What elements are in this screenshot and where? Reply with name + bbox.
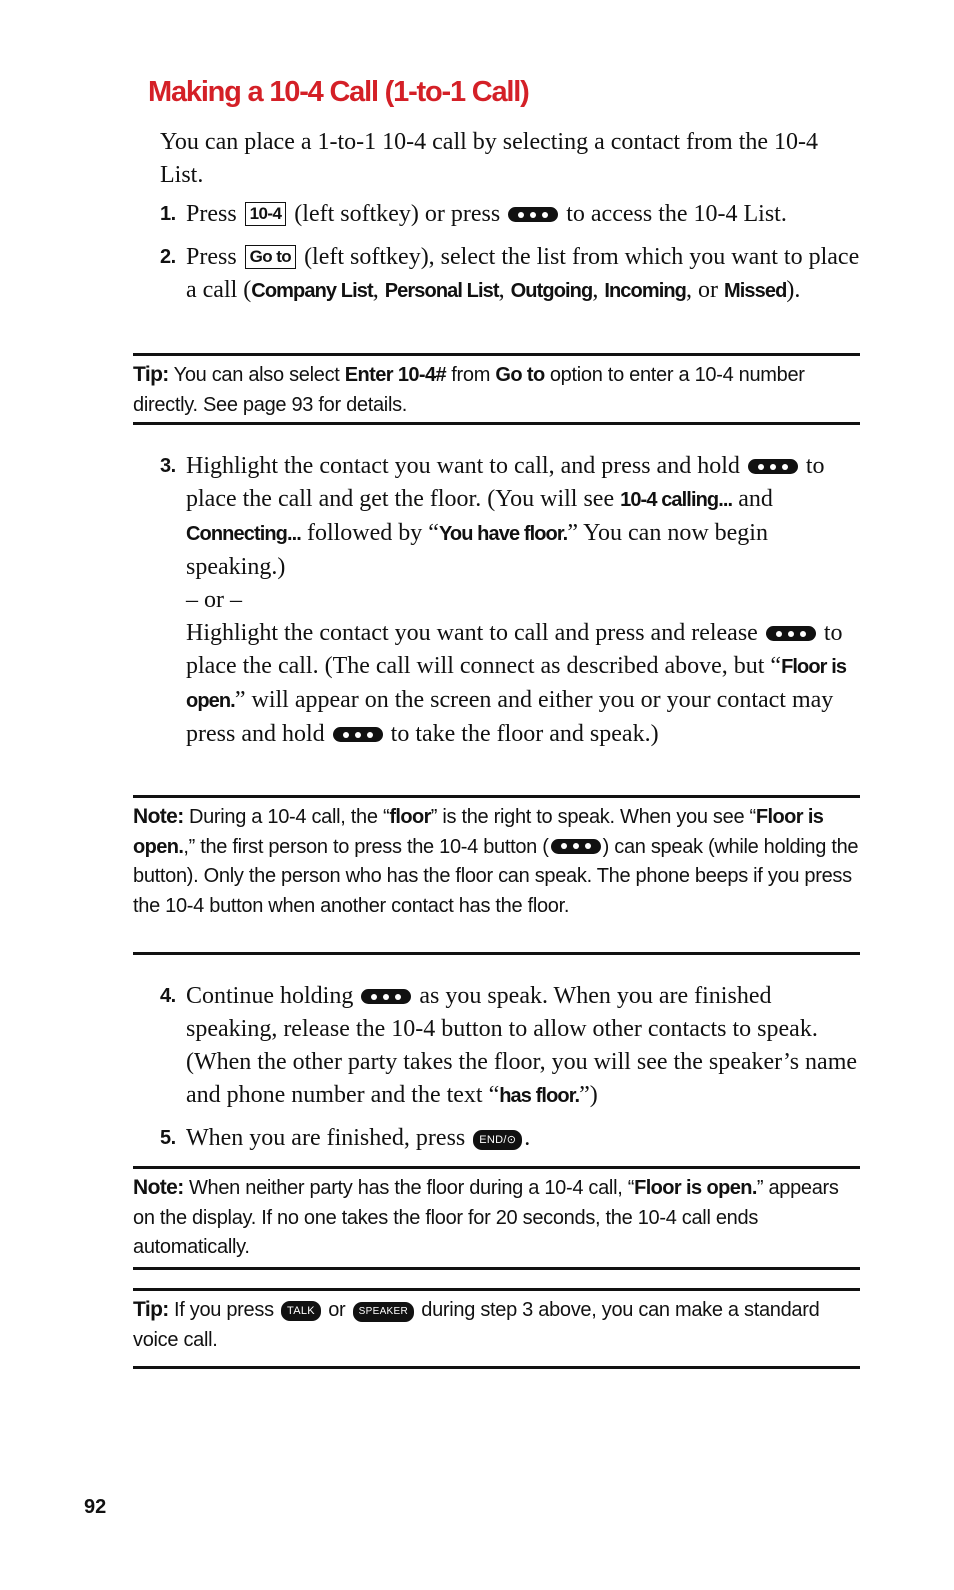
step-number: 4. [160,985,176,1007]
note-label: Note: [133,1176,184,1199]
three-dot-ptt-key-icon [748,459,798,474]
option-personal-list: Personal List [384,280,499,302]
tip-text: from [451,364,491,386]
screen-msg-calling: 10-4 calling... [620,489,733,511]
tip-text: or [328,1299,346,1321]
note-text: When neither party has the floor during a 10-4 call, “ [188,1177,635,1199]
step-text: Press [186,201,237,227]
separator: , [372,277,385,303]
tip-box-1 [133,353,860,425]
tip-label: Tip: [133,363,169,386]
step-text: and [738,486,773,512]
screen-msg-has-floor: has floor. [499,1085,580,1107]
screen-msg-floor-open: Floor is open. [133,806,824,858]
note-text: ” appears on the display. If no one takes the floor for 20 seconds, the 10-4 call ends automatically. [133,1177,839,1258]
separator: , [498,277,511,303]
option-company-list: Company List [251,280,373,302]
menu-enter-10-4: Enter 10-4# [344,364,447,386]
option-missed: Missed [724,280,787,302]
step-text: ” You can now begin speaking.) [186,520,768,580]
tip-box-2 [133,1288,860,1369]
talk-key-icon: TALK [281,1301,321,1321]
step-number: 1. [160,203,176,225]
term-floor: floor [389,806,431,828]
tip-text: You can also select [173,364,340,386]
note-text: ” is the right to speak. When you see “ [430,806,756,828]
step-text: as you speak. When you are finished speaking, release the 10-4 button to allow other contacts to speak. (When the other party takes the floor, you will see the speaker’s name and phone number and the text “ [186,983,858,1108]
step-3 [160,450,860,751]
three-dot-ptt-key-icon [508,207,558,222]
three-dot-ptt-key-icon [551,839,601,854]
or-separator: – or – [186,587,242,613]
separator: , [592,277,605,303]
note-box-2 [133,1166,860,1270]
step-5 [160,1122,860,1155]
step-text: . [524,1125,531,1151]
softkey-10-4: 10-4 [245,202,287,226]
note-text: During a 10-4 call, the “ [188,806,390,828]
menu-go-to: Go to [495,364,545,386]
section-title: Making a 10-4 Call (1-to-1 Call) [148,76,529,108]
separator: , or [686,277,724,303]
three-dot-ptt-key-icon [333,727,383,742]
speaker-key-icon: SPEAKER [353,1302,414,1322]
option-outgoing: Outgoing [510,280,593,302]
step-text: ” will appear on the screen and either you or your contact may press and hold [186,687,834,747]
step-text: to place the call. (The call will connect as described above, but “ [186,620,843,679]
three-dot-ptt-key-icon [766,626,816,641]
note-text: ) can speak (while holding the button). Only the person who has the floor can speak. The phone beeps if you press the 10-4 button when another contact has the floor. [133,835,859,917]
note-label: Note: [133,805,184,828]
step-text: When you are finished, press [186,1125,466,1151]
end-key-icon: END/⊙ [473,1130,522,1150]
step-text: ). [786,277,801,303]
step-text: Press [186,244,237,270]
screen-msg-you-have-floor: You have floor. [438,523,568,545]
option-incoming: Incoming [604,280,686,302]
page-number: 92 [84,1496,107,1518]
screen-msg-connecting: Connecting... [186,523,301,545]
softkey-go-to: Go to [245,245,296,269]
step-text: to take the floor and speak.) [390,721,659,747]
step-text: Highlight the contact you want to call, and press and hold [186,453,740,479]
step-4 [160,980,860,1113]
screen-msg-floor-open: Floor is open. [634,1177,757,1199]
step-number: 5. [160,1127,176,1149]
tip-text: If you press [173,1299,274,1321]
step-text: to place the call and get the floor. (You will see [186,453,825,512]
note-text: ,” the first person to press the 10-4 button ( [183,835,549,858]
step-number: 2. [160,246,176,268]
step-text: Highlight the contact you want to call and press and release [186,620,758,646]
tip-text: during step 3 above, you can make a standard voice call. [133,1299,820,1351]
step-text: to access the 10-4 List. [566,201,787,227]
three-dot-ptt-key-icon [361,989,411,1004]
intro-paragraph: You can place a 1-to-1 10-4 call by selecting a contact from the 10-4 List. [160,129,819,188]
note-box-1 [133,795,860,955]
step-text: (left softkey), select the list from which you want to place a call ( [186,244,860,303]
screen-msg-floor-open: Floor is open. [186,656,847,712]
step-text: Continue holding [186,983,354,1009]
step-text: followed by “ [306,520,439,546]
step-number: 3. [160,455,176,477]
step-text: ”) [579,1082,598,1108]
step-2 [160,241,860,308]
tip-text: option to enter a 10-4 number directly. See page 93 for details. [133,364,805,416]
tip-label: Tip: [133,1298,169,1321]
step-text: (left softkey) or press [294,201,501,227]
step-1 [160,198,860,231]
